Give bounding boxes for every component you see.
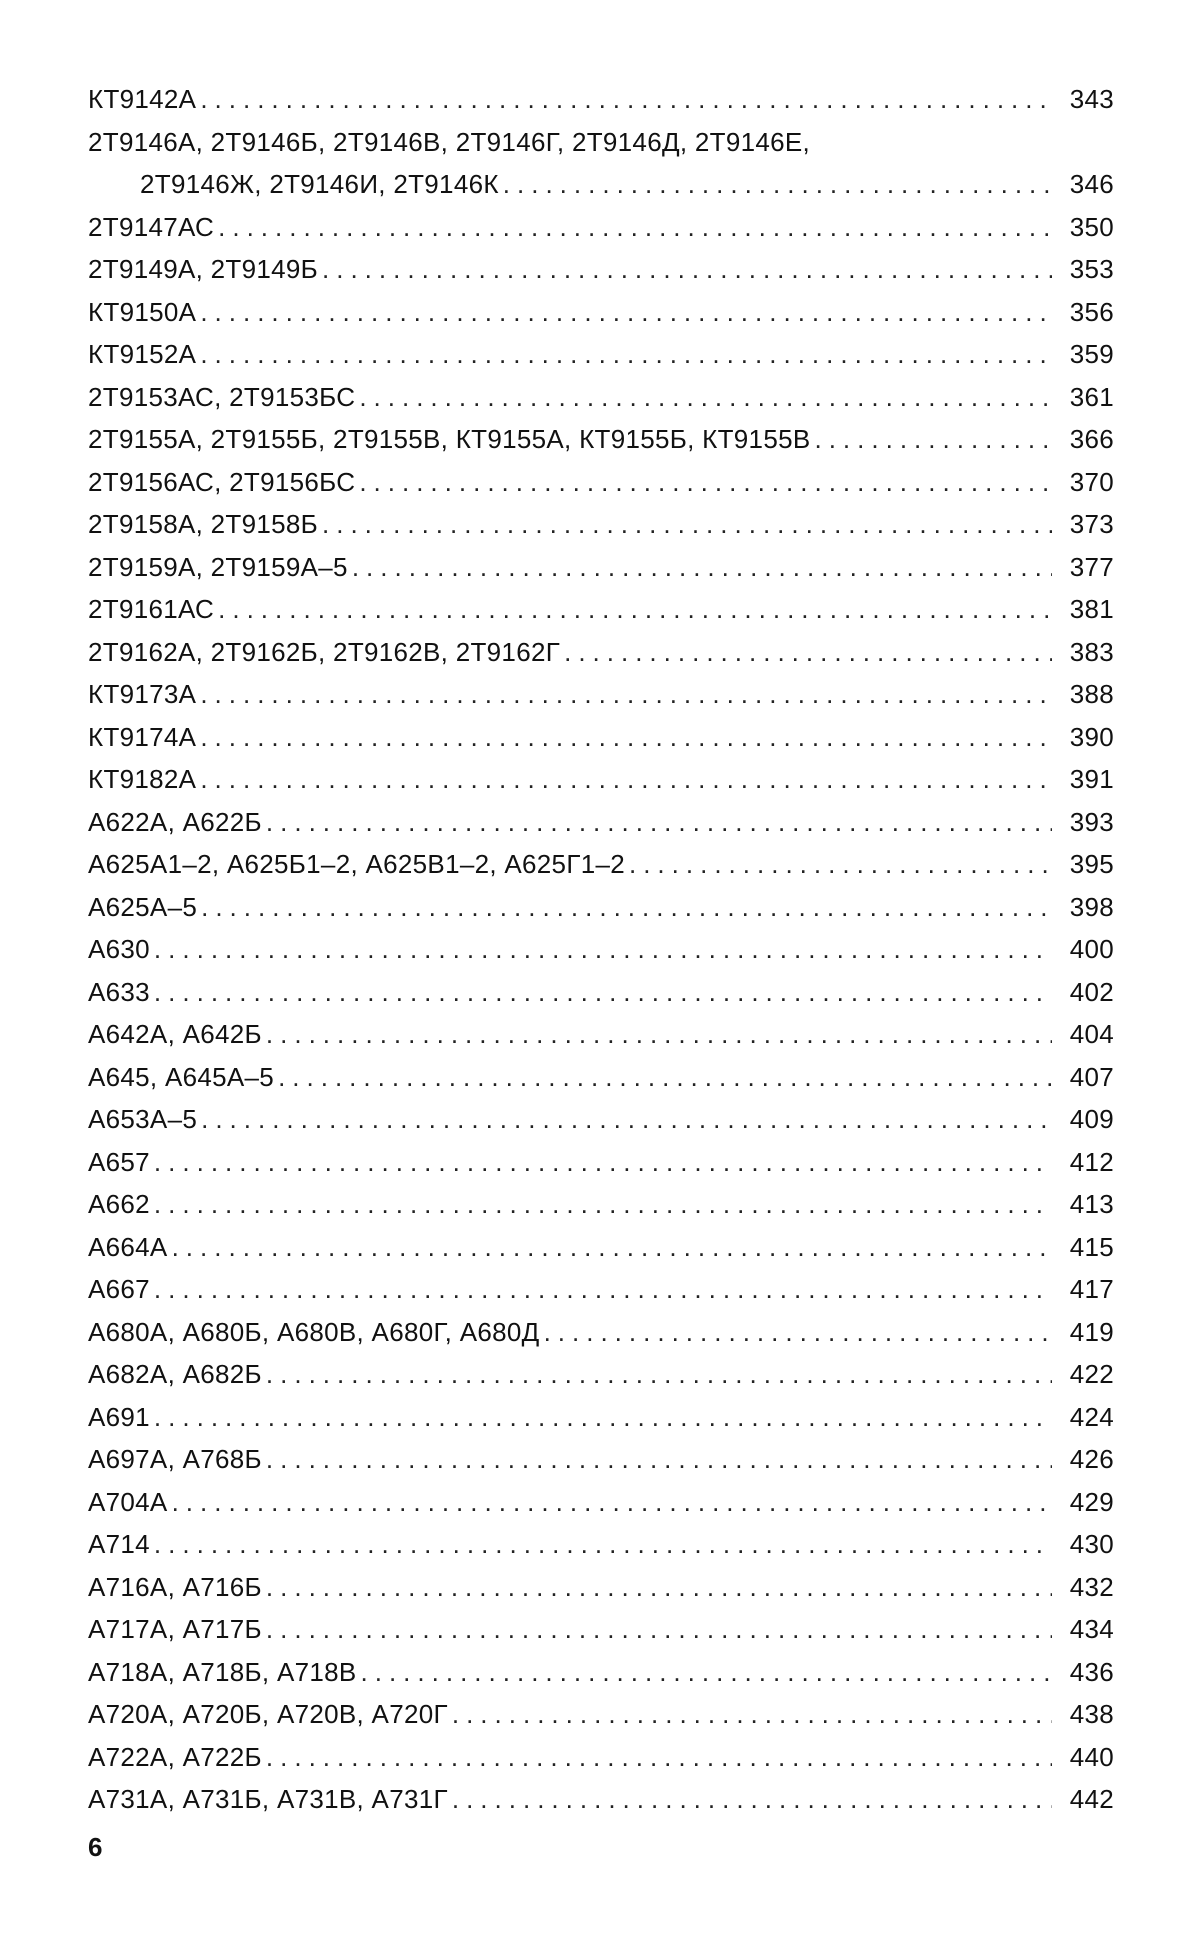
toc-page-number: 412 xyxy=(1069,1146,1114,1177)
toc-entry-label: А657 xyxy=(88,1146,150,1177)
toc-page-number: 404 xyxy=(1069,1019,1114,1049)
toc-entry-label: КТ9152А xyxy=(88,339,197,369)
toc-page-number: 434 xyxy=(1069,1614,1114,1644)
toc-entry xyxy=(88,631,1114,674)
toc-entry-label: КТ9142А xyxy=(88,84,197,114)
dot-leader xyxy=(200,78,1052,121)
dot-leader xyxy=(154,1523,1052,1566)
toc-entry xyxy=(88,1566,1114,1609)
toc-entry xyxy=(88,1013,1114,1056)
dot-leader xyxy=(452,1693,1052,1736)
toc-entry-label: А717А, А717Б xyxy=(88,1614,262,1644)
table-of-contents xyxy=(88,78,1114,1821)
toc-entry-label: А680А, А680Б, А680В, А680Г, А680Д xyxy=(88,1316,540,1347)
toc-entry xyxy=(88,1268,1114,1311)
toc-page-number: 398 xyxy=(1069,891,1114,922)
dot-leader xyxy=(200,716,1052,759)
toc-page-number: 361 xyxy=(1069,381,1114,412)
toc-entry xyxy=(88,1311,1114,1354)
toc-entry-label: А716А, А716Б xyxy=(88,1571,262,1602)
toc-entry-label: 2Т9162А, 2Т9162Б, 2Т9162В, 2Т9162Г xyxy=(88,636,561,667)
toc-entry-label: А642А, А642Б xyxy=(88,1019,262,1049)
dot-leader xyxy=(218,588,1052,631)
dot-leader xyxy=(154,1268,1052,1311)
toc-entry xyxy=(88,801,1114,844)
toc-entry xyxy=(88,1778,1114,1821)
toc-entry xyxy=(88,418,1114,461)
toc-page-number: 442 xyxy=(1069,1784,1114,1814)
dot-leader xyxy=(154,1183,1052,1226)
toc-entry xyxy=(88,206,1114,249)
dot-leader xyxy=(322,503,1052,546)
toc-entry xyxy=(88,333,1114,376)
toc-entry-label: А622А, А622Б xyxy=(88,806,262,837)
toc-entry-label: 2Т9159А, 2Т9159А–5 xyxy=(88,551,348,582)
toc-page-number: 402 xyxy=(1069,976,1114,1007)
dot-leader xyxy=(564,631,1052,674)
toc-entry xyxy=(88,1438,1114,1481)
toc-page-number: 383 xyxy=(1069,636,1114,667)
dot-leader xyxy=(172,1226,1052,1269)
toc-entry xyxy=(88,546,1114,589)
toc-entry-label: КТ9150А xyxy=(88,296,197,327)
toc-page-number: 381 xyxy=(1069,594,1114,624)
dot-leader xyxy=(361,1651,1052,1694)
toc-page-number: 417 xyxy=(1069,1274,1114,1304)
toc-entry xyxy=(88,1141,1114,1184)
toc-entry xyxy=(88,673,1114,716)
toc-page-number: 370 xyxy=(1069,466,1114,497)
dot-leader xyxy=(266,1608,1052,1651)
toc-page-number: 388 xyxy=(1069,679,1114,709)
toc-entry xyxy=(88,1226,1114,1269)
dot-leader xyxy=(201,1098,1052,1141)
toc-entry xyxy=(88,1056,1114,1099)
toc-entry xyxy=(88,1396,1114,1439)
toc-entry-label: 2Т9146А, 2Т9146Б, 2Т9146В, 2Т9146Г, 2Т9146Д, 2Т9146Е, xyxy=(88,126,811,157)
toc-entry-label: 2Т9156АС, 2Т9156БС xyxy=(88,466,356,497)
toc-entry xyxy=(88,376,1114,419)
dot-leader xyxy=(266,1438,1052,1481)
toc-page-number: 438 xyxy=(1069,1699,1114,1729)
toc-entry-label: А625А–5 xyxy=(88,891,198,922)
toc-page-number: 393 xyxy=(1069,806,1114,837)
toc-entry xyxy=(88,78,1114,121)
dot-leader xyxy=(814,418,1052,461)
toc-page-number: 391 xyxy=(1069,764,1114,794)
toc-entry xyxy=(88,1651,1114,1694)
toc-page-number: 373 xyxy=(1069,509,1114,539)
toc-entry xyxy=(88,928,1114,971)
toc-page-number: 422 xyxy=(1069,1359,1114,1389)
toc-entry xyxy=(88,1736,1114,1779)
toc-page-number: 440 xyxy=(1069,1741,1114,1772)
toc-entry-label: А633 xyxy=(88,976,150,1007)
toc-entry xyxy=(88,1608,1114,1651)
toc-page-number: 432 xyxy=(1069,1571,1114,1602)
toc-entry-label: А653А–5 xyxy=(88,1104,198,1134)
toc-entry xyxy=(88,1523,1114,1566)
toc-page-number: 419 xyxy=(1069,1316,1114,1347)
toc-entry-label: 2Т9147АС xyxy=(88,211,215,242)
toc-entry xyxy=(88,843,1114,886)
dot-leader xyxy=(200,291,1052,334)
toc-entry xyxy=(88,503,1114,546)
toc-entry-label: А697А, А768Б xyxy=(88,1444,262,1474)
dot-leader xyxy=(266,1013,1052,1056)
dot-leader xyxy=(352,546,1052,589)
toc-page-number: 429 xyxy=(1069,1486,1114,1517)
toc-entry xyxy=(88,886,1114,929)
toc-page-number: 424 xyxy=(1069,1401,1114,1432)
dot-leader xyxy=(154,1396,1052,1439)
toc-entry xyxy=(88,1481,1114,1524)
toc-page-number: 366 xyxy=(1069,424,1114,454)
dot-leader xyxy=(200,673,1052,716)
toc-entry xyxy=(88,1183,1114,1226)
toc-entry xyxy=(88,291,1114,334)
dot-leader xyxy=(154,928,1052,971)
toc-entry-label: 2Т9149А, 2Т9149Б xyxy=(88,254,319,284)
toc-entry-label: А645, А645А–5 xyxy=(88,1061,275,1092)
page-number: 6 xyxy=(88,1832,103,1862)
toc-page-number: 395 xyxy=(1069,849,1114,879)
toc-entry-label: КТ9182А xyxy=(88,764,197,794)
dot-leader xyxy=(359,461,1052,504)
toc-entry-label: 2Т9155А, 2Т9155Б, 2Т9155В, КТ9155А, КТ9155Б, КТ9155В xyxy=(88,424,811,454)
toc-page-number: 350 xyxy=(1069,211,1114,242)
toc-entry xyxy=(88,588,1114,631)
dot-leader xyxy=(200,333,1052,376)
dot-leader xyxy=(266,1566,1052,1609)
dot-leader xyxy=(278,1056,1052,1099)
dot-leader xyxy=(266,1353,1052,1396)
toc-entry xyxy=(88,121,1114,206)
dot-leader xyxy=(322,248,1052,291)
toc-page-number: 413 xyxy=(1069,1189,1114,1219)
dot-leader xyxy=(544,1311,1052,1354)
dot-leader xyxy=(266,1736,1052,1779)
toc-entry-continuation xyxy=(88,163,1114,206)
toc-entry-label: КТ9174А xyxy=(88,721,197,752)
dot-leader xyxy=(154,971,1052,1014)
toc-entry-label: А720А, А720Б, А720В, А720Г xyxy=(88,1699,448,1729)
toc-page-number: 400 xyxy=(1069,934,1114,964)
toc-page-number: 430 xyxy=(1069,1529,1114,1559)
dot-leader xyxy=(503,163,1052,206)
dot-leader xyxy=(266,801,1052,844)
dot-leader xyxy=(359,376,1052,419)
toc-entry-label: КТ9173А xyxy=(88,679,197,709)
toc-page-number: 346 xyxy=(1069,169,1114,199)
toc-page-number: 436 xyxy=(1069,1656,1114,1687)
toc-entry-label: А718А, А718Б, А718В xyxy=(88,1656,357,1687)
toc-page-number: 343 xyxy=(1069,84,1114,114)
toc-entry-label: 2Т9158А, 2Т9158Б xyxy=(88,509,319,539)
toc-page-number: 426 xyxy=(1069,1444,1114,1474)
toc-entry xyxy=(88,716,1114,759)
toc-entry xyxy=(88,971,1114,1014)
toc-entry-label: А731А, А731Б, А731В, А731Г xyxy=(88,1784,448,1814)
dot-leader xyxy=(218,206,1052,249)
toc-page-number: 390 xyxy=(1069,721,1114,752)
toc-entry-label: А714 xyxy=(88,1529,150,1559)
toc-entry-label: А630 xyxy=(88,934,150,964)
toc-entry-label: А691 xyxy=(88,1401,150,1432)
toc-entry-label: А667 xyxy=(88,1274,150,1304)
toc-entry-label: А682А, А682Б xyxy=(88,1359,262,1389)
dot-leader xyxy=(172,1481,1052,1524)
dot-leader xyxy=(201,886,1052,929)
toc-entry-label: А625А1–2, А625Б1–2, А625В1–2, А625Г1–2 xyxy=(88,849,625,879)
toc-entry xyxy=(88,1693,1114,1736)
toc-entry xyxy=(88,248,1114,291)
toc-entry-label: А704А xyxy=(88,1486,168,1517)
toc-entry xyxy=(88,1098,1114,1141)
toc-entry-label: 2Т9161АС xyxy=(88,594,215,624)
dot-leader xyxy=(200,758,1052,801)
toc-entry xyxy=(88,758,1114,801)
toc-page-number: 415 xyxy=(1069,1231,1114,1262)
dot-leader xyxy=(452,1778,1052,1821)
toc-page-number: 356 xyxy=(1069,296,1114,327)
toc-entry-label: А664А xyxy=(88,1231,168,1262)
toc-page-number: 407 xyxy=(1069,1061,1114,1092)
toc-entry-label: А662 xyxy=(88,1189,150,1219)
toc-entry xyxy=(88,461,1114,504)
toc-entry xyxy=(88,1353,1114,1396)
toc-entry-label-continued: 2Т9146Ж, 2Т9146И, 2Т9146К xyxy=(140,169,499,199)
toc-entry-label: А722А, А722Б xyxy=(88,1741,262,1772)
dot-leader xyxy=(154,1141,1052,1184)
toc-entry-label: 2Т9153АС, 2Т9153БС xyxy=(88,381,356,412)
toc-page-number: 409 xyxy=(1069,1104,1114,1134)
toc-page-number: 359 xyxy=(1069,339,1114,369)
toc-page-number: 353 xyxy=(1069,254,1114,284)
toc-page-number: 377 xyxy=(1069,551,1114,582)
dot-leader xyxy=(629,843,1052,886)
